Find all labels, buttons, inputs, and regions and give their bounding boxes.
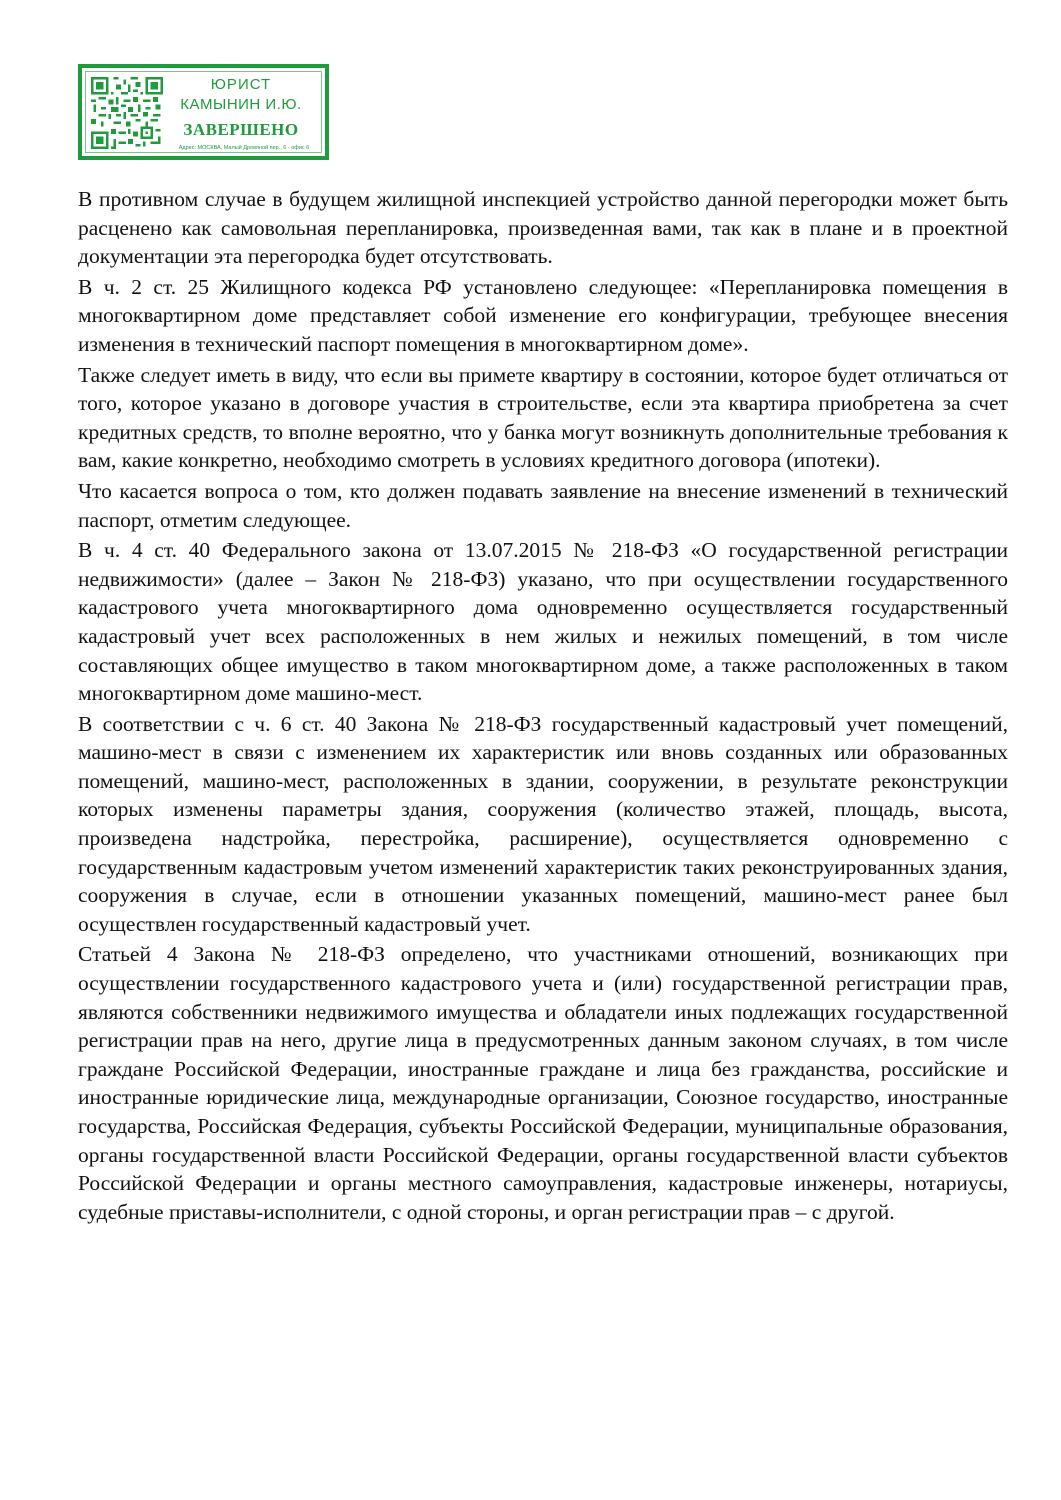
paragraph: В соответствии с ч. 6 ст. 40 Закона № 218-ФЗ государственный кадастровый учет помещений, машино-мест в связи с изменением их характеристик или вновь созданных или образованных помещений, машино-мест, расположенных в здании, сооружении, в результате реконструкции которых изменены параметры здания, сооружения (количество этажей, площадь, высота, произведена надстройка, перестройка, расширение), осуществляется одновременно с государственным кадастровым учетом изменений характеристик таких реконструированных здания, сооружения в случае, если в отношении указанных помещений, машино-мест ранее был осуществлен государственный кадастровый учет. (78, 711, 1008, 936)
paragraph: Также следует иметь в виду, что если вы примете квартиру в состоянии, которое будет отличаться от того, которое указано в договоре участия в строительстве, если эта квартира приобретена за счет кредитных средств, то вполне вероятно, что у банка могут возникнуть дополнительные требования к вам, какие конкретно, необходимо смотреть в условиях кредитного договора (ипотеки). (78, 362, 1008, 473)
paragraph: В ч. 4 ст. 40 Федерального закона от 13.07.2015 № 218-ФЗ «О государственной регистрации недвижимости» (далее – Закон № 218-ФЗ) указано, что при осуществлении государственного кадастрового учета многоквартирного дома одновременно осуществляется государственный кадастровый учет всех расположенных в нем жилых и нежилых помещений, в том числе составляющих общее имущество в таком многоквартирном доме, а также расположенных в таком многоквартирном доме машино-мест. (78, 538, 1008, 706)
paragraph: В противном случае в будущем жилищной инспекцией устройство данной перегородки может быть расценено как самовольная перепланировка, произведенная вами, так как в плане и в проектной документации эта перегородка будет отсутствовать. (78, 187, 1008, 269)
stamp-address: Адрес: МОСКВА, Малый Дровяной пер., 6 - офис 6 (178, 145, 310, 151)
paragraph: Что касается вопроса о том, кто должен подавать заявление на внесение изменений в технический паспорт, отметим следующее. (78, 478, 1008, 532)
stamp-role: ЮРИСТ (210, 76, 272, 93)
qr-code-icon (91, 77, 163, 149)
lawyer-stamp (78, 64, 329, 160)
stamp-status: ЗАВЕРШЕНО (183, 120, 299, 139)
paragraph: Статьей 4 Закона № 218-ФЗ определено, что участниками отношений, возникающих при осуществлении государственного кадастрового учета и (или) государственной регистрации прав, являются собственники недвижимого имущества и обладатели иных подлежащих государственной регистрации прав на него, другие лица в предусмотренных данным законом случаях, в том числе граждане Российской Федерации, иностранные граждане и лица без гражданства, российские и иностранные юридические лица, международные организации, Союзное государство, иностранные государства, Российская Федерация, субъекты Российской Федерации, муниципальные образования, органы государственной власти Российской Федерации, органы государственной власти субъектов Российской Федерации и органы местного самоуправления, кадастровые инженеры, нотариусы, судебные приставы-исполнители, с одной стороны, и орган регистрации прав – с другой. (78, 942, 1008, 1224)
paragraph: В ч. 2 ст. 25 Жилищного кодекса РФ установлено следующее: «Перепланировка помещения в многоквартирном доме представляет собой изменение его конфигурации, требующее внесения изменения в технический паспорт помещения в многоквартирном доме». (78, 274, 1008, 356)
stamp-name: КАМЫНИН И.Ю. (180, 96, 302, 113)
document-body (78, 185, 1008, 1228)
